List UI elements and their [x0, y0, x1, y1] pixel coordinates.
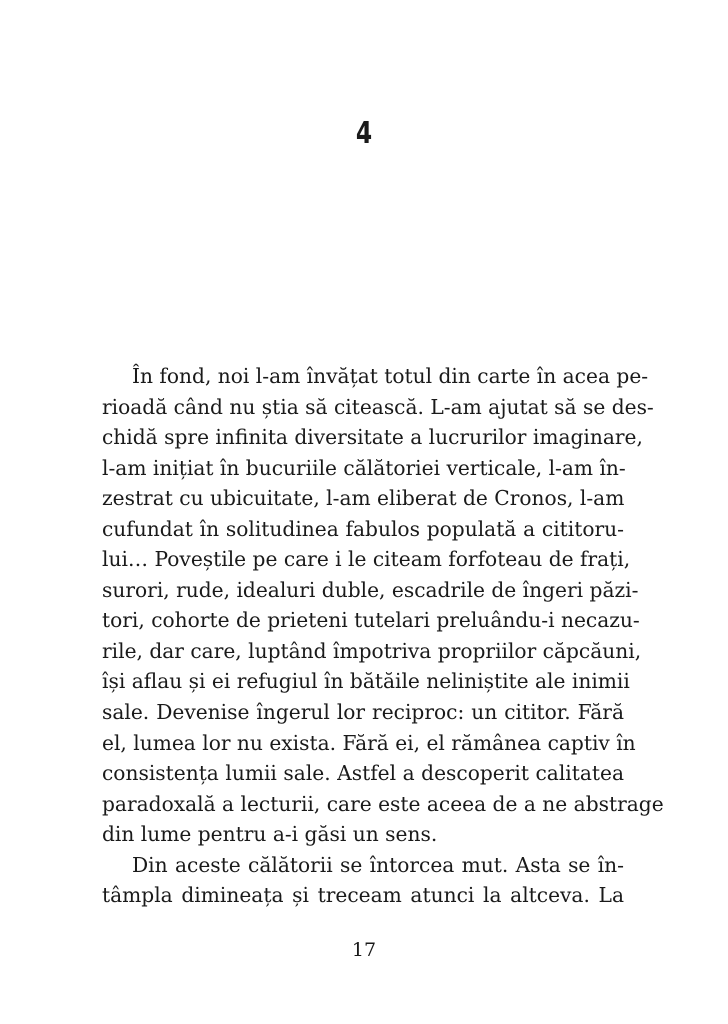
chapter-number: 4 — [355, 116, 373, 151]
text-line: În fond, noi l-am învățat totul din carte în acea pe- — [132, 364, 649, 388]
text-line: consistența lumii sale. Astfel a descoperit calitatea — [102, 761, 624, 786]
text-line: lui… Poveștile pe care i le citeam forfoteau de frați, — [102, 547, 631, 572]
body-text — [102, 361, 664, 911]
text-line: rioadă când nu știa să citească. L-am ajutat să se des- — [102, 394, 654, 419]
text-line: rile, dar care, luptând împotriva propriilor căpcăuni, — [102, 638, 642, 663]
text-line: tâmpla dimineața și treceam atunci la altceva. La — [102, 883, 624, 908]
text-line: paradoxală a lecturii, care este aceea de a ne abstrage — [102, 791, 664, 816]
paragraph-1 — [102, 361, 664, 850]
text-line: chidă spre infinita diversitate a lucrurilor imaginare, — [102, 425, 643, 450]
text-line: sale. Devenise îngerul lor reciproc: un cititor. Fără — [102, 700, 624, 725]
text-line: cufundat în solitudinea fabulos populată a cititoru- — [102, 516, 624, 541]
text-line: surori, rude, idealuri duble, escadrile de îngeri păzi- — [102, 577, 639, 602]
page-number: 17 — [351, 939, 377, 961]
text-line: tori, cohorte de prieteni tutelari preluându-i necazu- — [102, 608, 640, 633]
text-line: își aflau și ei refugiul în bătăile neliniștite ale inimii — [102, 669, 630, 694]
text-line: l-am inițiat în bucuriile călătoriei verticale, l-am în- — [102, 455, 626, 480]
paragraph-2 — [102, 850, 624, 911]
text-line: zestrat cu ubicuitate, l-am eliberat de Cronos, l-am — [102, 486, 625, 511]
text-line: el, lumea lor nu exista. Fără ei, el rămânea captiv în — [102, 730, 636, 755]
text-line: Din aceste călătorii se întorcea mut. Asta se în- — [132, 852, 624, 877]
text-line: din lume pentru a-i găsi un sens. — [102, 822, 438, 847]
